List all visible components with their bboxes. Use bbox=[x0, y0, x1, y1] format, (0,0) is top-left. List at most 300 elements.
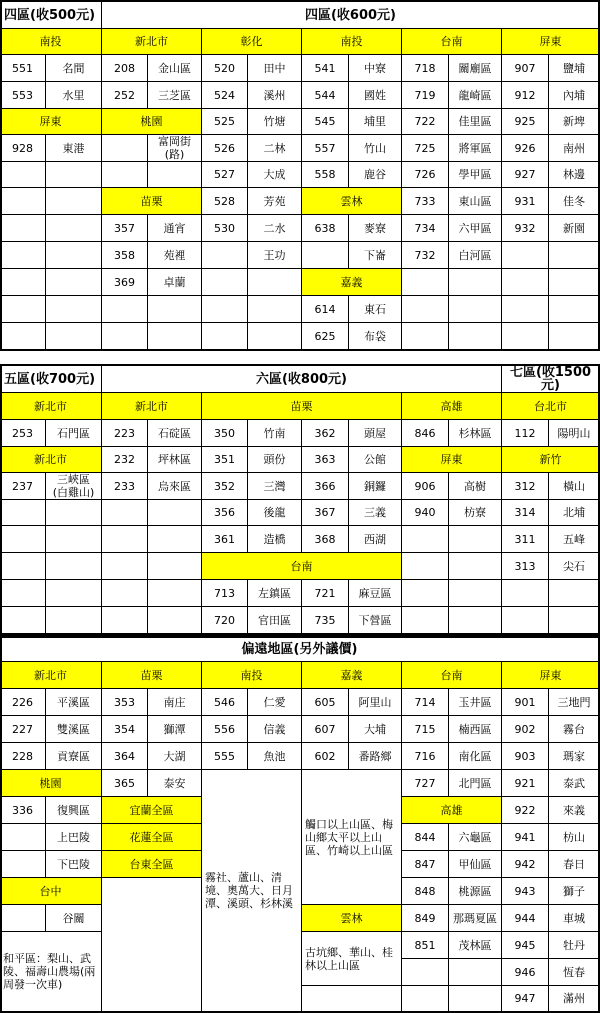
postal-code: 557 bbox=[302, 135, 349, 162]
town-name: 陽明山 bbox=[549, 420, 600, 447]
zone-header: 六區(收800元) bbox=[102, 366, 502, 393]
postal-code: 226 bbox=[0, 689, 46, 716]
region-header: 台南 bbox=[202, 553, 402, 580]
region-header: 台中 bbox=[0, 878, 102, 905]
region-header: 屏東 bbox=[502, 29, 600, 55]
table-cell: 三義 bbox=[349, 500, 402, 526]
table-cell: 桃源區 bbox=[449, 878, 502, 905]
town-name: 獅潭 bbox=[148, 716, 202, 743]
region-header: 南投 bbox=[0, 29, 102, 55]
table-cell bbox=[0, 323, 46, 350]
town-name: 杉林區 bbox=[449, 420, 502, 447]
table-cell bbox=[549, 607, 600, 634]
table-cell bbox=[148, 607, 202, 634]
table-cell bbox=[0, 188, 46, 215]
town-name: 田中 bbox=[248, 55, 302, 82]
town-name: 霧台 bbox=[549, 716, 600, 743]
town-name: 龍崎區 bbox=[449, 82, 502, 109]
postal-code: 354 bbox=[102, 716, 148, 743]
table-cell: 新園 bbox=[549, 215, 600, 242]
town-name: 將軍區 bbox=[449, 135, 502, 162]
table-cell: 734 bbox=[402, 215, 449, 242]
table-cell: 左鎮區 bbox=[248, 580, 302, 607]
postal-code: 525 bbox=[202, 109, 248, 135]
table-cell bbox=[46, 607, 102, 634]
postal-code: 366 bbox=[302, 473, 349, 500]
table-cell: 847 bbox=[402, 851, 449, 878]
table-cell: 944 bbox=[502, 905, 549, 932]
table-cell: 滿州 bbox=[549, 986, 600, 1012]
town-name: 二林 bbox=[248, 135, 302, 162]
table-cell: 941 bbox=[502, 824, 549, 851]
table-cell: 佳冬 bbox=[549, 188, 600, 215]
table-cell: 232 bbox=[102, 447, 148, 473]
table-cell bbox=[449, 296, 502, 323]
table-cell bbox=[549, 323, 600, 350]
postal-code: 228 bbox=[0, 743, 46, 770]
table-cell: 復興區 bbox=[46, 797, 102, 824]
zone-header: 四區(收500元) bbox=[0, 2, 102, 29]
table-cell: 848 bbox=[402, 878, 449, 905]
table-cell bbox=[46, 188, 102, 215]
heping-note: 和平區：梨山、武陵、福壽山農場(兩周發一次車) bbox=[0, 932, 102, 1012]
table-cell: 363 bbox=[302, 447, 349, 473]
region-header: 苗栗 bbox=[102, 188, 202, 215]
postal-code: 912 bbox=[502, 82, 549, 109]
postal-code: 353 bbox=[102, 689, 148, 716]
postal-code: 925 bbox=[502, 109, 549, 135]
region-header: 高雄 bbox=[402, 797, 502, 824]
town-name: 信義 bbox=[248, 716, 302, 743]
table-cell: 851 bbox=[402, 932, 449, 959]
table-cell bbox=[102, 526, 148, 553]
town-name: 大埔 bbox=[349, 716, 402, 743]
table-cell bbox=[46, 323, 102, 350]
table-cell bbox=[502, 580, 549, 607]
table-cell bbox=[449, 323, 502, 350]
table-cell: 940 bbox=[402, 500, 449, 526]
table-cell bbox=[248, 269, 302, 296]
table-cell: 369 bbox=[102, 269, 148, 296]
table-cell: 732 bbox=[402, 242, 449, 269]
table-cell bbox=[0, 269, 46, 296]
postal-code: 902 bbox=[502, 716, 549, 743]
region-header: 南投 bbox=[302, 29, 402, 55]
table-cell: 351 bbox=[202, 447, 248, 473]
postal-code: 846 bbox=[402, 420, 449, 447]
table-cell: 泰武 bbox=[549, 770, 600, 797]
region-header: 桃園 bbox=[102, 109, 202, 135]
town-name: 高樹 bbox=[449, 473, 502, 500]
region-header: 宜蘭全區 bbox=[102, 797, 202, 824]
table-cell bbox=[402, 269, 449, 296]
town-name: 埔里 bbox=[349, 109, 402, 135]
table-cell: 357 bbox=[102, 215, 148, 242]
table-cell: 通宵 bbox=[148, 215, 202, 242]
postal-code: 551 bbox=[0, 55, 46, 82]
table-cell: 枋山 bbox=[549, 824, 600, 851]
table-cell bbox=[102, 580, 148, 607]
table-cell: 844 bbox=[402, 824, 449, 851]
postal-code: 541 bbox=[302, 55, 349, 82]
postal-code: 526 bbox=[202, 135, 248, 162]
table-cell: 芳苑 bbox=[248, 188, 302, 215]
town-name: 楠西區 bbox=[449, 716, 502, 743]
table-cell bbox=[502, 269, 549, 296]
table-cell: 943 bbox=[502, 878, 549, 905]
town-name: 竹山 bbox=[349, 135, 402, 162]
table-cell bbox=[502, 607, 549, 634]
postal-code: 253 bbox=[0, 420, 46, 447]
postal-code: 227 bbox=[0, 716, 46, 743]
table-cell bbox=[202, 242, 248, 269]
section-title: 偏遠地區(另外議價) bbox=[0, 637, 600, 662]
table-cell bbox=[102, 323, 148, 350]
table-cell bbox=[0, 580, 46, 607]
table-cell: 茂林區 bbox=[449, 932, 502, 959]
table-cell: 春日 bbox=[549, 851, 600, 878]
table-cell: 921 bbox=[502, 770, 549, 797]
region-header: 苗栗 bbox=[202, 393, 402, 420]
region-header: 雲林 bbox=[302, 905, 402, 932]
postal-code: 719 bbox=[402, 82, 449, 109]
town-name: 學甲區 bbox=[449, 162, 502, 188]
town-name: 內埔 bbox=[549, 82, 600, 109]
table-cell: 733 bbox=[402, 188, 449, 215]
table-cell bbox=[148, 162, 202, 188]
table-cell: 谷關 bbox=[46, 905, 102, 932]
table-cell bbox=[46, 526, 102, 553]
region-header: 高雄 bbox=[402, 393, 502, 420]
town-name: 大湖 bbox=[148, 743, 202, 770]
region-header: 屏東 bbox=[0, 109, 102, 135]
town-name: 阿里山 bbox=[349, 689, 402, 716]
table-cell bbox=[449, 269, 502, 296]
region-header: 新北市 bbox=[102, 29, 202, 55]
region-header: 南投 bbox=[202, 662, 302, 689]
table-cell: 東石 bbox=[349, 296, 402, 323]
table-cell bbox=[502, 323, 549, 350]
region-header: 彰化 bbox=[202, 29, 302, 55]
table-cell bbox=[46, 215, 102, 242]
table-cell bbox=[449, 959, 502, 986]
town-name: 水里 bbox=[46, 82, 102, 109]
town-name: 魚池 bbox=[248, 743, 302, 770]
table-cell: 946 bbox=[502, 959, 549, 986]
table-cell bbox=[46, 500, 102, 526]
table-cell bbox=[46, 162, 102, 188]
table-cell: 314 bbox=[502, 500, 549, 526]
table-cell bbox=[0, 526, 46, 553]
table-cell bbox=[402, 526, 449, 553]
postal-code: 927 bbox=[502, 162, 549, 188]
region-header: 新北市 bbox=[0, 447, 102, 473]
town-name: 鹿谷 bbox=[349, 162, 402, 188]
table-cell: 945 bbox=[502, 932, 549, 959]
table-cell: 北門區 bbox=[449, 770, 502, 797]
table-cell bbox=[148, 500, 202, 526]
town-name: 銅鑼 bbox=[349, 473, 402, 500]
postal-code: 926 bbox=[502, 135, 549, 162]
table-cell bbox=[302, 986, 402, 1012]
table-cell bbox=[449, 553, 502, 580]
town-name: 關廟區 bbox=[449, 55, 502, 82]
table-cell bbox=[402, 959, 449, 986]
table-cell: 六甲區 bbox=[449, 215, 502, 242]
table-cell bbox=[549, 242, 600, 269]
table-cell bbox=[46, 296, 102, 323]
table-cell bbox=[402, 323, 449, 350]
town-name: 林邊 bbox=[549, 162, 600, 188]
table-cell bbox=[202, 323, 248, 350]
postal-code: 906 bbox=[402, 473, 449, 500]
table-cell bbox=[0, 607, 46, 634]
table-cell: 625 bbox=[302, 323, 349, 350]
table-cell: 卓蘭 bbox=[148, 269, 202, 296]
table-cell bbox=[449, 607, 502, 634]
table-cell: 849 bbox=[402, 905, 449, 932]
town-name: 烏來區 bbox=[148, 473, 202, 500]
table-cell: 後龍 bbox=[248, 500, 302, 526]
town-name: 南化區 bbox=[449, 743, 502, 770]
postal-code bbox=[102, 135, 148, 162]
region-header: 花蓮全區 bbox=[102, 824, 202, 851]
table-cell bbox=[302, 242, 349, 269]
postal-code: 602 bbox=[302, 743, 349, 770]
postal-code: 725 bbox=[402, 135, 449, 162]
table-cell: 735 bbox=[302, 607, 349, 634]
table-cell: 六龜區 bbox=[449, 824, 502, 851]
region-header: 台南 bbox=[402, 662, 502, 689]
table-cell: 白河區 bbox=[449, 242, 502, 269]
table-cell: 公館 bbox=[349, 447, 402, 473]
table-cell: 官田區 bbox=[248, 607, 302, 634]
postal-code: 558 bbox=[302, 162, 349, 188]
table-cell: 727 bbox=[402, 770, 449, 797]
region-header: 新竹 bbox=[502, 447, 600, 473]
postal-code: 524 bbox=[202, 82, 248, 109]
table-cell: 甲仙區 bbox=[449, 851, 502, 878]
table-cell: 王功 bbox=[248, 242, 302, 269]
town-name: 三峽區 (白雞山) bbox=[46, 473, 102, 500]
table-cell: 枋寮 bbox=[449, 500, 502, 526]
town-name: 玉井區 bbox=[449, 689, 502, 716]
table-cell: 二水 bbox=[248, 215, 302, 242]
postal-code: 223 bbox=[102, 420, 148, 447]
town-name: 東港 bbox=[46, 135, 102, 162]
table-cell bbox=[148, 553, 202, 580]
table-cell: 368 bbox=[302, 526, 349, 553]
region-header: 新北市 bbox=[0, 662, 102, 689]
table-cell bbox=[202, 296, 248, 323]
table-cell: 922 bbox=[502, 797, 549, 824]
table-cell: 361 bbox=[202, 526, 248, 553]
town-name: 平溪區 bbox=[46, 689, 102, 716]
town-name: 南庄 bbox=[148, 689, 202, 716]
town-name: 溪州 bbox=[248, 82, 302, 109]
postal-code: 544 bbox=[302, 82, 349, 109]
table-cell: 車城 bbox=[549, 905, 600, 932]
postal-code: 208 bbox=[102, 55, 148, 82]
table-cell: 356 bbox=[202, 500, 248, 526]
postal-code: 545 bbox=[302, 109, 349, 135]
town-name: 石門區 bbox=[46, 420, 102, 447]
table-cell: 造橋 bbox=[248, 526, 302, 553]
postal-code: 364 bbox=[102, 743, 148, 770]
town-name: 頭屋 bbox=[349, 420, 402, 447]
table-cell bbox=[148, 580, 202, 607]
table-cell: 932 bbox=[502, 215, 549, 242]
postal-code: 556 bbox=[202, 716, 248, 743]
table-cell: 西湖 bbox=[349, 526, 402, 553]
town-name: 佳里區 bbox=[449, 109, 502, 135]
table-cell: 下巴陵 bbox=[46, 851, 102, 878]
table-cell bbox=[0, 242, 46, 269]
table-cell: 下崙 bbox=[349, 242, 402, 269]
table-cell bbox=[0, 500, 46, 526]
town-name: 雙溪區 bbox=[46, 716, 102, 743]
postal-code: 715 bbox=[402, 716, 449, 743]
postal-code: 520 bbox=[202, 55, 248, 82]
table-cell: 獅子 bbox=[549, 878, 600, 905]
region-header: 苗栗 bbox=[102, 662, 202, 689]
table-cell bbox=[102, 500, 148, 526]
table-cell: 五峰 bbox=[549, 526, 600, 553]
table-cell: 336 bbox=[0, 797, 46, 824]
table-cell bbox=[402, 607, 449, 634]
postal-code: 555 bbox=[202, 743, 248, 770]
region-header: 雲林 bbox=[302, 188, 402, 215]
postal-code: 722 bbox=[402, 109, 449, 135]
table-cell bbox=[148, 296, 202, 323]
table-cell: 麻豆區 bbox=[349, 580, 402, 607]
table-cell: 苑裡 bbox=[148, 242, 202, 269]
town-name: 金山區 bbox=[148, 55, 202, 82]
table-cell: 坪林區 bbox=[148, 447, 202, 473]
town-name: 鹽埔 bbox=[549, 55, 600, 82]
region-header: 台南 bbox=[402, 29, 502, 55]
town-name: 國姓 bbox=[349, 82, 402, 109]
town-name: 三地門 bbox=[549, 689, 600, 716]
table-cell: 麥寮 bbox=[349, 215, 402, 242]
region-header: 屏東 bbox=[502, 662, 600, 689]
table-cell bbox=[248, 323, 302, 350]
table-cell bbox=[402, 580, 449, 607]
table-cell bbox=[549, 269, 600, 296]
table-cell bbox=[46, 242, 102, 269]
table-cell bbox=[0, 905, 46, 932]
town-name: 竹南 bbox=[248, 420, 302, 447]
table-cell bbox=[549, 580, 600, 607]
postal-code: 352 bbox=[202, 473, 248, 500]
table-cell: 來義 bbox=[549, 797, 600, 824]
table-cell: 947 bbox=[502, 986, 549, 1012]
table-cell: 713 bbox=[202, 580, 248, 607]
table-cell: 365 bbox=[102, 770, 148, 797]
town-name: 貢寮區 bbox=[46, 743, 102, 770]
table-cell: 泰安 bbox=[148, 770, 202, 797]
postal-code: 718 bbox=[402, 55, 449, 82]
table-cell bbox=[248, 296, 302, 323]
region-header: 台東全區 bbox=[102, 851, 202, 878]
town-name: 三灣 bbox=[248, 473, 302, 500]
table-cell: 367 bbox=[302, 500, 349, 526]
table-cell bbox=[402, 296, 449, 323]
town-name: 大成 bbox=[248, 162, 302, 188]
table-cell bbox=[102, 878, 202, 1012]
table-cell bbox=[202, 269, 248, 296]
town-name: 中寮 bbox=[349, 55, 402, 82]
zone-header: 四區(收600元) bbox=[102, 2, 600, 29]
table-cell: 布袋 bbox=[349, 323, 402, 350]
table-cell: 528 bbox=[202, 188, 248, 215]
town-name: 石碇區 bbox=[148, 420, 202, 447]
postal-code: 928 bbox=[0, 135, 46, 162]
table-cell bbox=[0, 162, 46, 188]
table-cell bbox=[0, 553, 46, 580]
postal-code: 252 bbox=[102, 82, 148, 109]
town-name: 名間 bbox=[46, 55, 102, 82]
table-cell: 尖石 bbox=[549, 553, 600, 580]
table-cell bbox=[148, 323, 202, 350]
postal-code: 112 bbox=[502, 420, 549, 447]
town-name: 三芝區 bbox=[148, 82, 202, 109]
postal-code: 716 bbox=[402, 743, 449, 770]
region-header: 新北市 bbox=[102, 393, 202, 420]
postal-code: 527 bbox=[202, 162, 248, 188]
town-name: 橫山 bbox=[549, 473, 600, 500]
nantou-mountain-note: 霧社、蘆山、清境、奧萬大、日月潭、溪頭、杉林溪 bbox=[202, 770, 302, 1012]
town-name: 竹塘 bbox=[248, 109, 302, 135]
postal-code: 312 bbox=[502, 473, 549, 500]
region-header: 嘉義 bbox=[302, 269, 402, 296]
table-cell bbox=[449, 986, 502, 1012]
postal-code: 605 bbox=[302, 689, 349, 716]
table-cell: 721 bbox=[302, 580, 349, 607]
postal-code: 362 bbox=[302, 420, 349, 447]
table-cell bbox=[402, 553, 449, 580]
town-name: 瑪家 bbox=[549, 743, 600, 770]
table-cell bbox=[0, 215, 46, 242]
table-cell: 530 bbox=[202, 215, 248, 242]
region-header: 台北市 bbox=[502, 393, 600, 420]
postal-code: 350 bbox=[202, 420, 248, 447]
region-header: 新北市 bbox=[0, 393, 102, 420]
postal-code: 901 bbox=[502, 689, 549, 716]
table-cell bbox=[502, 296, 549, 323]
town-name: 番路鄉 bbox=[349, 743, 402, 770]
table-cell: 北埔 bbox=[549, 500, 600, 526]
table-cell: 牡丹 bbox=[549, 932, 600, 959]
postal-code: 237 bbox=[0, 473, 46, 500]
chiayi-mountain-note: 觸口以上山區、梅山鄉太平以上山區、竹崎以上山區 bbox=[302, 770, 402, 905]
zone-header: 五區(收700元) bbox=[0, 366, 102, 393]
table-cell bbox=[549, 296, 600, 323]
table-cell: 下營區 bbox=[349, 607, 402, 634]
postal-code: 546 bbox=[202, 689, 248, 716]
postal-code: 714 bbox=[402, 689, 449, 716]
table-cell: 942 bbox=[502, 851, 549, 878]
postal-code: 903 bbox=[502, 743, 549, 770]
table-cell: 上巴陵 bbox=[46, 824, 102, 851]
zone-header: 七區(收1500元) bbox=[502, 366, 600, 393]
yunlin-mountain-note: 古坑鄉、華山、桂林以上山區 bbox=[302, 932, 402, 986]
postal-code: 553 bbox=[0, 82, 46, 109]
table-cell bbox=[0, 824, 46, 851]
region-header: 嘉義 bbox=[302, 662, 402, 689]
table-cell bbox=[0, 851, 46, 878]
town-name: 新埤 bbox=[549, 109, 600, 135]
